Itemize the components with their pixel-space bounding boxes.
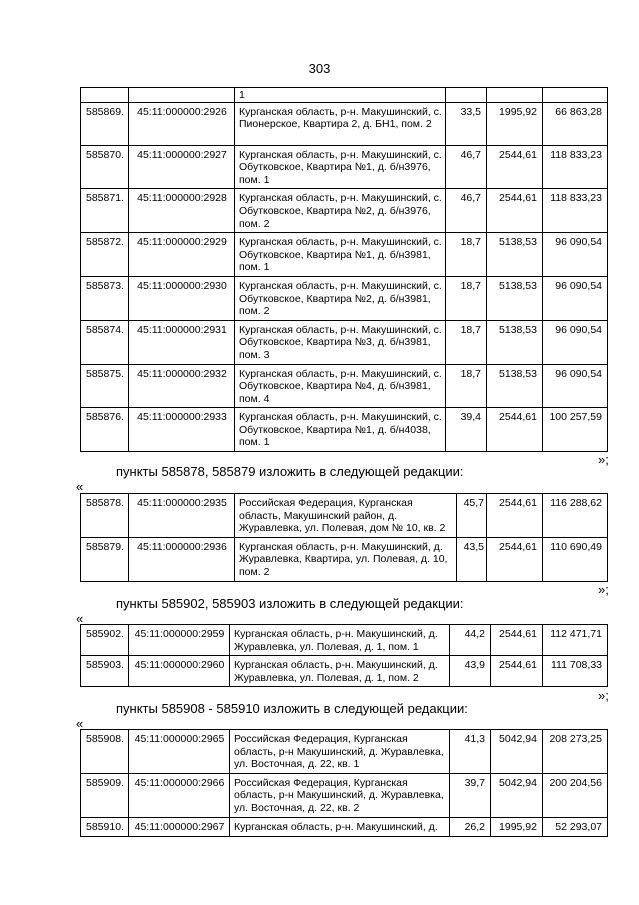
unit-value: 5042,94: [491, 730, 543, 774]
table-row: [81, 625, 608, 656]
total-value: 96 090,54: [543, 364, 608, 408]
total-value: 66 863,28: [543, 102, 608, 145]
table-cell: [487, 88, 543, 103]
closing-quote: »;: [598, 582, 609, 597]
opening-quote: «: [76, 611, 84, 626]
total-value: 52 293,07: [543, 817, 608, 836]
unit-value: 5138,53: [487, 276, 543, 320]
table-cell: [129, 88, 235, 103]
area: 26,2: [450, 817, 491, 836]
cadastral-number: 45:11:000000:2965: [129, 730, 230, 774]
amendment-heading: пункты 585878, 585879 изложить в следующей редакции:: [116, 464, 464, 479]
table-row: [81, 364, 608, 408]
property-table-2: [80, 493, 608, 582]
total-value: 116 288,62: [543, 494, 608, 538]
cadastral-number: 45:11:000000:2931: [129, 320, 235, 364]
table-row: [81, 189, 608, 233]
address: Курганская область, р-н. Макушинский, с. Обутковское, Квартира №1, д. б/н4038, пом. 1: [235, 408, 446, 452]
item-number: 585871.: [81, 189, 129, 233]
table-row: [81, 408, 608, 452]
total-value: 96 090,54: [543, 320, 608, 364]
address: Российская Федерация, Курганская область, р-н Макушинский, д. Журавлевка, ул. Восточная, д. 22, кв. 2: [230, 773, 450, 817]
opening-quote: «: [76, 479, 84, 494]
cadastral-number: 45:11:000000:2928: [129, 189, 235, 233]
area: 43,9: [450, 656, 491, 687]
table-cell: [543, 88, 608, 103]
item-number: 585909.: [81, 773, 129, 817]
table-cell: 1: [235, 88, 446, 103]
unit-value: 5138,53: [487, 364, 543, 408]
area: 46,7: [446, 145, 487, 189]
table-row: [81, 773, 608, 817]
table-row: [81, 537, 608, 581]
unit-value: 5042,94: [491, 773, 543, 817]
address: Курганская область, р-н. Макушинский, д. Журавлевка, ул. Полевая, д. 1, пом. 2: [230, 656, 450, 687]
item-number: 585902.: [81, 625, 129, 656]
item-number: 585878.: [81, 494, 129, 538]
item-number: 585879.: [81, 537, 129, 581]
address: Курганская область, р-н. Макушинский, с. Обутковское, Квартира №1, д. б/н3976, пом. 1: [235, 145, 446, 189]
table-row: [81, 730, 608, 774]
item-number: 585903.: [81, 656, 129, 687]
total-value: 118 833,23: [543, 189, 608, 233]
total-value: 118 833,23: [543, 145, 608, 189]
amendment-heading: пункты 585908 - 585910 изложить в следующей редакции:: [116, 701, 468, 716]
total-value: 200 204,56: [543, 773, 608, 817]
item-number: 585872.: [81, 233, 129, 277]
cadastral-number: 45:11:000000:2933: [129, 408, 235, 452]
table-header-row: [81, 88, 608, 103]
closing-quote: »;: [598, 452, 609, 467]
property-table-4: [80, 729, 608, 837]
cadastral-number: 45:11:000000:2930: [129, 276, 235, 320]
unit-value: 2544,61: [487, 537, 543, 581]
unit-value: 1995,92: [487, 102, 543, 145]
table-row: [81, 320, 608, 364]
area: 44,2: [450, 625, 491, 656]
item-number: 585873.: [81, 276, 129, 320]
unit-value: 2544,61: [487, 494, 543, 538]
item-number: 585869.: [81, 102, 129, 145]
area: 39,7: [450, 773, 491, 817]
table-row: [81, 656, 608, 687]
item-number: 585910.: [81, 817, 129, 836]
table-cell: [446, 88, 487, 103]
address: Курганская область, р-н. Макушинский, д. Журавлевка, ул. Полевая, д. 1, пом. 1: [230, 625, 450, 656]
area: 18,7: [446, 233, 487, 277]
amendment-heading: пункты 585902, 585903 изложить в следующей редакции:: [116, 596, 464, 611]
table-cell: [81, 88, 129, 103]
total-value: 110 690,49: [543, 537, 608, 581]
address: Курганская область, р-н. Макушинский, д. Журавлевка, Квартира, ул. Полевая, д. 10, пом. 2: [235, 537, 457, 581]
cadastral-number: 45:11:000000:2932: [129, 364, 235, 408]
page-number: 303: [308, 61, 331, 76]
address: Курганская область, р-н. Макушинский, с. Обутковское, Квартира №3, д. б/н3981, пом. 3: [235, 320, 446, 364]
unit-value: 2544,61: [487, 408, 543, 452]
area: 33,5: [446, 102, 487, 145]
cadastral-number: 45:11:000000:2959: [129, 625, 230, 656]
item-number: 585875.: [81, 364, 129, 408]
closing-quote: »;: [598, 688, 609, 703]
area: 43,5: [457, 537, 487, 581]
total-value: 112 471,71: [543, 625, 608, 656]
address: Российская Федерация, Курганская область, р-н Макушинский, д. Журавлевка, ул. Восточная, д. 22, кв. 1: [230, 730, 450, 774]
area: 41,3: [450, 730, 491, 774]
unit-value: 2544,61: [487, 189, 543, 233]
area: 18,7: [446, 364, 487, 408]
item-number: 585870.: [81, 145, 129, 189]
address: Курганская область, р-н. Макушинский, с. Обутковское, Квартира №1, д. б/н3981, пом. 1: [235, 233, 446, 277]
cadastral-number: 45:11:000000:2967: [129, 817, 230, 836]
cadastral-number: 45:11:000000:2966: [129, 773, 230, 817]
cadastral-number: 45:11:000000:2929: [129, 233, 235, 277]
unit-value: 1995,92: [491, 817, 543, 836]
table-row: [81, 102, 608, 145]
cadastral-number: 45:11:000000:2935: [129, 494, 235, 538]
opening-quote: «: [76, 716, 84, 731]
total-value: 96 090,54: [543, 276, 608, 320]
unit-value: 5138,53: [487, 233, 543, 277]
unit-value: 5138,53: [487, 320, 543, 364]
cadastral-number: 45:11:000000:2960: [129, 656, 230, 687]
cadastral-number: 45:11:000000:2926: [129, 102, 235, 145]
area: 18,7: [446, 320, 487, 364]
unit-value: 2544,61: [491, 656, 543, 687]
area: 39,4: [446, 408, 487, 452]
area: 18,7: [446, 276, 487, 320]
table-row: [81, 817, 608, 836]
item-number: 585874.: [81, 320, 129, 364]
address: Курганская область, р-н. Макушинский, с. Обутковское, Квартира №2, д. б/н3981, пом. 2: [235, 276, 446, 320]
cadastral-number: 45:11:000000:2927: [129, 145, 235, 189]
total-value: 208 273,25: [543, 730, 608, 774]
address: Курганская область, р-н. Макушинский, д.: [230, 817, 450, 836]
address: Российская Федерация, Курганская область, Макушинский район, д. Журавлевка, ул. Полевая, дом № 10, кв. 2: [235, 494, 457, 538]
cadastral-number: 45:11:000000:2936: [129, 537, 235, 581]
table-row: [81, 233, 608, 277]
item-number: 585908.: [81, 730, 129, 774]
table-row: [81, 494, 608, 538]
property-table-3: [80, 624, 608, 687]
area: 46,7: [446, 189, 487, 233]
item-number: 585876.: [81, 408, 129, 452]
unit-value: 2544,61: [491, 625, 543, 656]
total-value: 111 708,33: [543, 656, 608, 687]
unit-value: 2544,61: [487, 145, 543, 189]
address: Курганская область, р-н. Макушинский, с. Пионерское, Квартира 2, д. БН1, пом. 2: [235, 102, 446, 145]
table-row: [81, 276, 608, 320]
table-row: [81, 145, 608, 189]
property-table-1: [80, 87, 608, 452]
address: Курганская область, р-н. Макушинский, с. Обутковское, Квартира №2, д. б/н3976, пом. 2: [235, 189, 446, 233]
area: 45,7: [457, 494, 487, 538]
total-value: 100 257,59: [543, 408, 608, 452]
total-value: 96 090,54: [543, 233, 608, 277]
address: Курганская область, р-н. Макушинский, с. Обутковское, Квартира №4, д. б/н3981, пом. 4: [235, 364, 446, 408]
